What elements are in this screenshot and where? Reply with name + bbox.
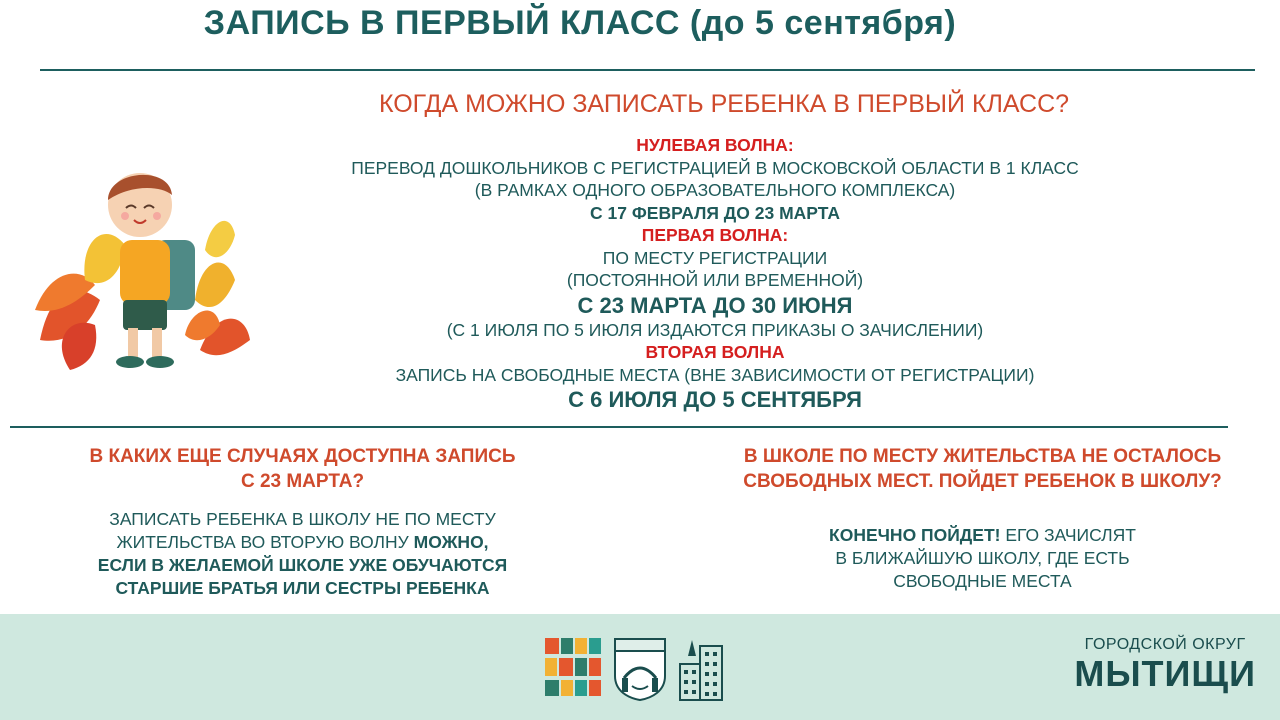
- left-answer: [40, 508, 565, 600]
- left-question: [40, 444, 565, 494]
- right-answer-line2: В БЛИЖАЙШУЮ ШКОЛУ, ГДЕ ЕСТЬ: [835, 548, 1130, 568]
- zero-wave-line2: (В РАМКАХ ОДНОГО ОБРАЗОВАТЕЛЬНОГО КОМПЛЕКСА): [474, 180, 956, 200]
- left-answer-line2-bold: МОЖНО,: [413, 532, 489, 552]
- right-answer-line1: [690, 524, 1275, 547]
- right-question-line2: СВОБОДНЫХ МЕСТ. ПОЙДЕТ РЕБЕНОК В ШКОЛУ?: [743, 471, 1222, 492]
- city-buildings-icon: [678, 636, 724, 702]
- schoolboy-illustration: [30, 150, 260, 380]
- middle-divider: [10, 426, 1228, 428]
- right-question: [690, 444, 1275, 494]
- left-question-line1: В КАКИХ ЕЩЕ СЛУЧАЯХ ДОСТУПНА ЗАПИСЬ: [89, 446, 516, 467]
- coat-of-arms-icon: [612, 636, 668, 702]
- second-wave-dates: С 6 ИЮЛЯ ДО 5 СЕНТЯБРЯ: [568, 387, 862, 412]
- left-answer-line4: СТАРШИЕ БРАТЬЯ ИЛИ СЕСТРЫ РЕБЕНКА: [115, 578, 490, 598]
- left-answer-line2-plain: ЖИТЕЛЬСТВА ВО ВТОРУЮ ВОЛНУ: [116, 532, 414, 552]
- right-answer-line3: СВОБОДНЫЕ МЕСТА: [893, 571, 1072, 591]
- zero-wave-heading: НУЛЕВАЯ ВОЛНА:: [636, 135, 794, 155]
- enrollment-waves: [290, 134, 1140, 413]
- page-title: ЗАПИСЬ В ПЕРВЫЙ КЛАСС (до 5 сентября): [203, 4, 957, 42]
- left-section: [40, 444, 565, 600]
- right-section: [690, 444, 1275, 593]
- main-question: КОГДА МОЖНО ЗАПИСАТЬ РЕБЕНКА В ПЕРВЫЙ КЛАСС?: [378, 90, 1070, 118]
- left-answer-line3: ЕСЛИ В ЖЕЛАЕМОЙ ШКОЛЕ УЖЕ ОБУЧАЮТСЯ: [97, 555, 508, 575]
- top-divider: [40, 69, 1255, 71]
- zero-wave-line1: ПЕРЕВОД ДОШКОЛЬНИКОВ С РЕГИСТРАЦИЕЙ В МОСКОВСКОЙ ОБЛАСТИ В 1 КЛАСС: [351, 157, 1079, 178]
- first-wave-dates: С 23 МАРТА ДО 30 ИЮНЯ: [577, 292, 853, 318]
- zero-wave-dates: С 17 ФЕВРАЛЯ ДО 23 МАРТА: [590, 202, 840, 223]
- left-answer-line1: ЗАПИСАТЬ РЕБЕНКА В ШКОЛУ НЕ ПО МЕСТУ: [109, 509, 496, 529]
- right-answer-line1-plain: ЕГО ЗАЧИСЛЯТ: [1000, 525, 1136, 545]
- first-wave-line1: ПО МЕСТУ РЕГИСТРАЦИИ: [602, 247, 828, 268]
- first-wave-heading: ПЕРВАЯ ВОЛНА:: [641, 225, 789, 245]
- left-answer-line2: [40, 531, 565, 554]
- first-wave-line2: (ПОСТОЯННОЙ ИЛИ ВРЕМЕННОЙ): [566, 270, 864, 290]
- first-wave-note: (С 1 ИЮЛЯ ПО 5 ИЮЛЯ ИЗДАЮТСЯ ПРИКАЗЫ О ЗАЧИСЛЕНИИ): [446, 319, 984, 340]
- brand-small: ГОРОДСКОЙ ОКРУГ: [1084, 636, 1246, 653]
- right-answer: [690, 524, 1275, 593]
- brand-large: МЫТИЩИ: [1074, 653, 1256, 694]
- footer: [0, 614, 1280, 720]
- mytishchi-logo: [545, 636, 603, 698]
- right-question-line1: В ШКОЛЕ ПО МЕСТУ ЖИТЕЛЬСТВА НЕ ОСТАЛОСЬ: [743, 446, 1222, 467]
- second-wave-heading: ВТОРАЯ ВОЛНА: [645, 342, 785, 362]
- left-question-line2: С 23 МАРТА?: [240, 471, 365, 492]
- brand-block: [1074, 636, 1256, 694]
- right-answer-bold: КОНЕЧНО ПОЙДЕТ!: [829, 525, 1001, 545]
- second-wave-line1: ЗАПИСЬ НА СВОБОДНЫЕ МЕСТА (ВНЕ ЗАВИСИМОСТИ ОТ РЕГИСТРАЦИИ): [395, 364, 1035, 385]
